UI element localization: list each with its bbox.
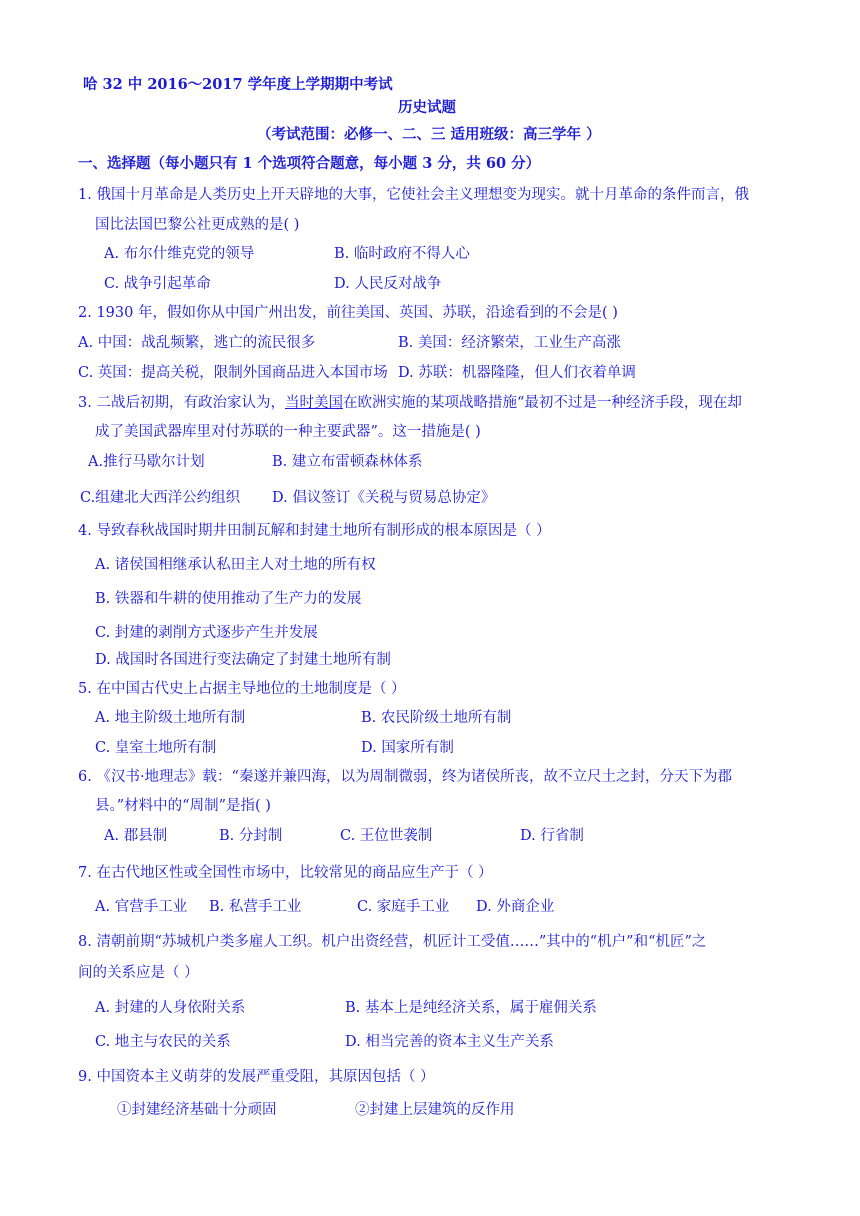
question-7-option-d: D. 外商企业 bbox=[476, 899, 555, 915]
question-9-item-2: ②封建上层建筑的反作用 bbox=[355, 1102, 515, 1118]
question-2-stem: 2. 1930 年，假如你从中国广州出发，前往美国、英国、苏联，沿途看到的不会是( ) bbox=[78, 305, 618, 321]
question-4-option-d: D. 战国时各国进行变法确定了封建土地所有制 bbox=[95, 652, 391, 668]
question-2-option-a: A. 中国：战乱频繁，逃亡的流民很多 bbox=[78, 335, 316, 351]
underlined-phrase: 当时美国 bbox=[284, 395, 343, 411]
question-6-option-a: A. 郡县制 bbox=[104, 828, 168, 844]
question-3-stem: 3. 二战后初期，有政治家认为，当时美国在欧洲实施的某项战略措施“最初不过是一种经济手段，现在却 bbox=[78, 395, 742, 411]
question-4-option-c: C. 封建的剥削方式逐步产生并发展 bbox=[95, 625, 318, 641]
question-7-option-b: B. 私营手工业 bbox=[209, 899, 302, 915]
question-6-option-c: C. 王位世袭制 bbox=[340, 828, 433, 844]
question-8-stem: 8. 清朝前期“苏城机户类多雇人工织。机户出资经营，机匠计工受值……”其中的“机户”和“机匠”之 bbox=[78, 934, 707, 950]
question-5-option-b: B. 农民阶级土地所有制 bbox=[361, 710, 512, 726]
question-3-option-b: B. 建立布雷顿森林体系 bbox=[272, 454, 423, 470]
question-8-option-a: A. 封建的人身依附关系 bbox=[95, 1000, 246, 1016]
question-3-stem: 成了美国武器库里对付苏联的一种主要武器”。这一措施是( ) bbox=[95, 424, 481, 440]
question-6-stem: 县。”材料中的“周制”是指( ) bbox=[95, 798, 271, 814]
question-1-stem: 国比法国巴黎公社更成熟的是( ) bbox=[95, 217, 300, 233]
question-1-option-a: A. 布尔什维克党的领导 bbox=[104, 246, 255, 262]
question-8-stem: 间的关系应是（ ） bbox=[78, 965, 199, 981]
question-9-item-1: ①封建经济基础十分顽固 bbox=[117, 1102, 277, 1118]
question-3-option-a: A.推行马歇尔计划 bbox=[88, 454, 205, 470]
question-2-option-d: D. 苏联：机器隆隆，但人们衣着单调 bbox=[398, 365, 636, 381]
section-heading: 一、选择题（每小题只有 1 个选项符合题意，每小题 3 分，共 60 分） bbox=[78, 155, 541, 172]
question-4-option-b: B. 铁器和牛耕的使用推动了生产力的发展 bbox=[95, 591, 362, 607]
question-8-option-c: C. 地主与农民的关系 bbox=[95, 1034, 231, 1050]
question-7-option-c: C. 家庭手工业 bbox=[357, 899, 450, 915]
question-6-option-d: D. 行省制 bbox=[520, 828, 584, 844]
question-5-stem: 5. 在中国古代史上占据主导地位的土地制度是（ ） bbox=[78, 681, 406, 697]
question-2-option-c: C. 英国：提高关税，限制外国商品进入本国市场 bbox=[78, 365, 388, 381]
question-1-stem: 1. 俄国十月革命是人类历史上开天辟地的大事，它使社会主义理想变为现实。就十月革命的条件而言，俄 bbox=[78, 187, 749, 203]
question-4-option-a: A. 诸侯国相继承认私田主人对土地的所有权 bbox=[95, 557, 376, 573]
question-1-option-d: D. 人民反对战争 bbox=[334, 276, 442, 292]
question-9-stem: 9. 中国资本主义萌芽的发展严重受阻，其原因包括（ ） bbox=[78, 1069, 435, 1085]
question-3-option-d: D. 倡议签订《关税与贸易总协定》 bbox=[272, 490, 496, 506]
question-8-option-d: D. 相当完善的资本主义生产关系 bbox=[345, 1034, 554, 1050]
question-2-option-b: B. 美国：经济繁荣，工业生产高涨 bbox=[398, 335, 621, 351]
question-1-option-c: C. 战争引起革命 bbox=[104, 276, 211, 292]
question-1-option-b: B. 临时政府不得人心 bbox=[334, 246, 470, 262]
question-7-stem: 7. 在古代地区性或全国性市场中，比较常见的商品应生产于（ ） bbox=[78, 865, 493, 881]
question-3-option-c: C.组建北大西洋公约组织 bbox=[80, 490, 241, 506]
question-6-option-b: B. 分封制 bbox=[219, 828, 283, 844]
question-5-option-d: D. 国家所有制 bbox=[361, 740, 454, 756]
question-8-option-b: B. 基本上是纯经济关系，属于雇佣关系 bbox=[345, 1000, 597, 1016]
question-5-option-c: C. 皇室土地所有制 bbox=[95, 740, 217, 756]
question-6-stem: 6. 《汉书·地理志》载：“秦遂并兼四海，以为周制微弱，终为诸侯所丧，故不立尺土之封，分天下为郡 bbox=[78, 769, 732, 785]
exam-school-title: 哈 32 中 2016～2017 学年度上学期期中考试 bbox=[83, 76, 393, 93]
exam-subject-title: 历史试题 bbox=[398, 99, 456, 116]
question-7-option-a: A. 官营手工业 bbox=[95, 899, 188, 915]
question-4-stem: 4. 导致春秋战国时期井田制瓦解和封建土地所有制形成的根本原因是（ ） bbox=[78, 523, 551, 539]
exam-scope: （考试范围：必修一、二、三 适用班级：高三学年 ） bbox=[257, 126, 601, 143]
question-5-option-a: A. 地主阶级土地所有制 bbox=[95, 710, 246, 726]
